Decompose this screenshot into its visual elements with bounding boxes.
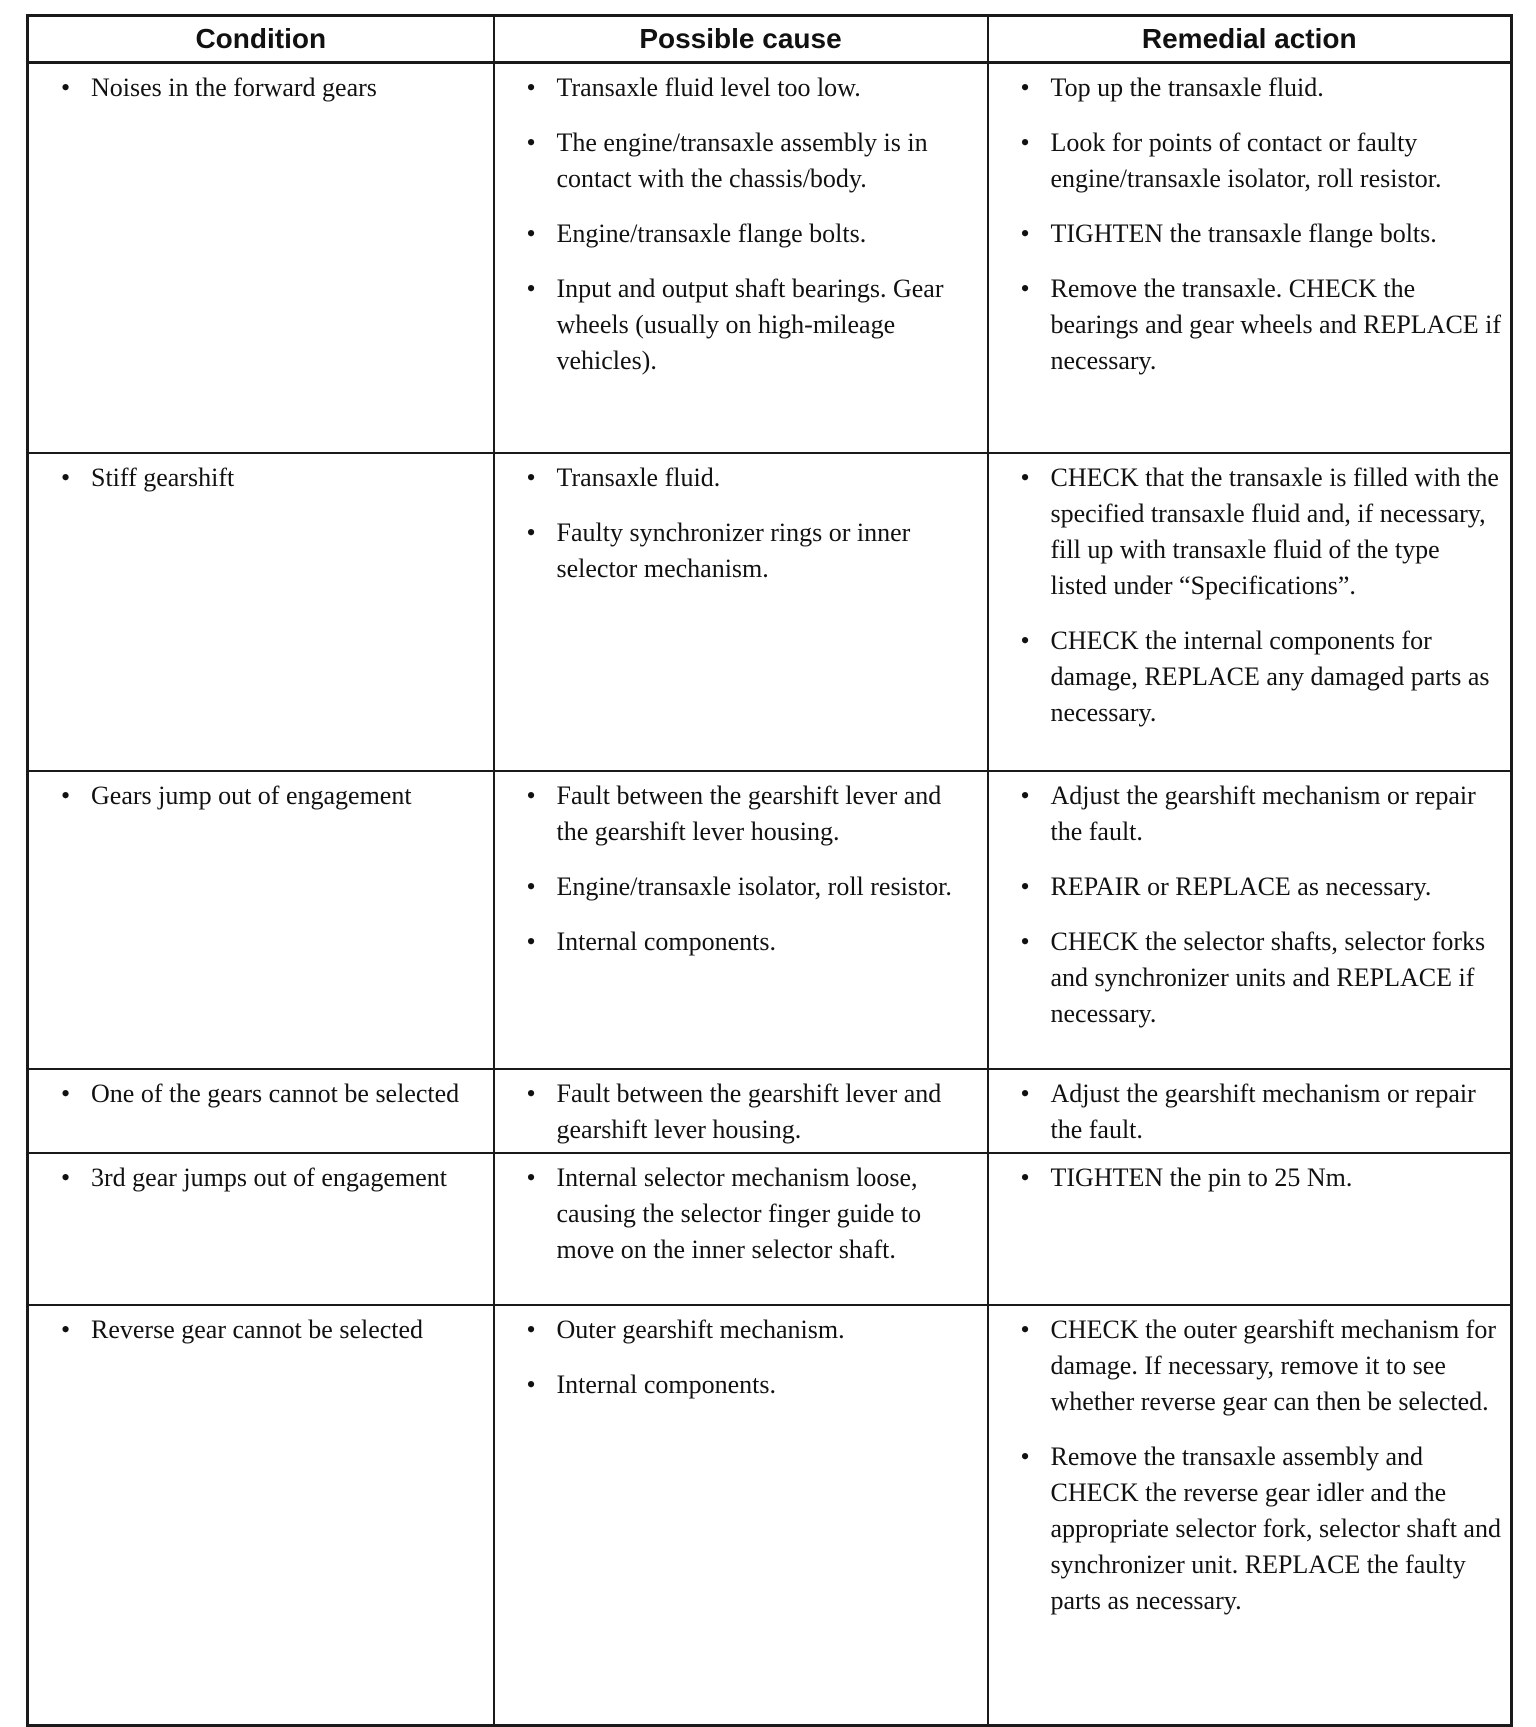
table-row bbox=[28, 1069, 1512, 1153]
list-item: • Stiff gearshift bbox=[61, 460, 485, 496]
cause-list bbox=[495, 1154, 987, 1272]
list-item: • CHECK the outer gearshift mechanism for damage. If necessary, remove it to see whether reverse gear can then be selected. bbox=[1021, 1312, 1503, 1420]
action-list bbox=[989, 772, 1511, 1036]
action-cell bbox=[988, 453, 1512, 771]
diagnosis-table bbox=[26, 14, 1513, 1727]
table-row bbox=[28, 1153, 1512, 1305]
action-list bbox=[989, 1070, 1511, 1152]
cause-cell bbox=[494, 453, 988, 771]
cause-list bbox=[495, 454, 987, 591]
action-list bbox=[989, 1306, 1511, 1623]
condition-list bbox=[29, 1070, 493, 1116]
list-item: • Faulty synchronizer rings or inner selector mechanism. bbox=[527, 515, 979, 587]
list-item: • Gears jump out of engagement bbox=[61, 778, 485, 814]
action-cell bbox=[988, 771, 1512, 1069]
list-item: • CHECK the selector shafts, selector forks and synchronizer units and REPLACE if necessary. bbox=[1021, 924, 1503, 1032]
list-item: • Look for points of contact or faulty engine/transaxle isolator, roll resistor. bbox=[1021, 125, 1503, 197]
condition-cell bbox=[28, 771, 494, 1069]
list-item: • Top up the transaxle fluid. bbox=[1021, 70, 1503, 106]
condition-cell bbox=[28, 1153, 494, 1305]
cause-list bbox=[495, 1306, 987, 1407]
cause-cell bbox=[494, 771, 988, 1069]
list-item: • Transaxle fluid level too low. bbox=[527, 70, 979, 106]
cause-list bbox=[495, 64, 987, 383]
action-list bbox=[989, 454, 1511, 735]
list-item: • TIGHTEN the pin to 25 Nm. bbox=[1021, 1160, 1503, 1196]
list-item: • TIGHTEN the transaxle flange bolts. bbox=[1021, 216, 1503, 252]
list-item: • Adjust the gearshift mechanism or repair the fault. bbox=[1021, 778, 1503, 850]
list-item: • Engine/transaxle isolator, roll resistor. bbox=[527, 869, 979, 905]
list-item: • Input and output shaft bearings. Gear wheels (usually on high-mileage vehicles). bbox=[527, 271, 979, 379]
cause-list bbox=[495, 772, 987, 964]
condition-cell bbox=[28, 453, 494, 771]
cause-cell bbox=[494, 1153, 988, 1305]
list-item: • Internal components. bbox=[527, 924, 979, 960]
table-row bbox=[28, 771, 1512, 1069]
table-row bbox=[28, 453, 1512, 771]
list-item: • Reverse gear cannot be selected bbox=[61, 1312, 485, 1348]
action-cell bbox=[988, 63, 1512, 454]
list-item: • Remove the transaxle assembly and CHECK the reverse gear idler and the appropriate selector fork, selector shaft and synchronizer unit. REPLACE the faulty parts as necessary. bbox=[1021, 1439, 1503, 1619]
list-item: • 3rd gear jumps out of engagement bbox=[61, 1160, 485, 1196]
action-cell bbox=[988, 1305, 1512, 1726]
list-item: • Adjust the gearshift mechanism or repair the fault. bbox=[1021, 1076, 1503, 1148]
list-item: • The engine/transaxle assembly is in contact with the chassis/body. bbox=[527, 125, 979, 197]
list-item: • CHECK that the transaxle is filled with the specified transaxle fluid and, if necessary, fill up with transaxle fluid of the type listed under “Specifications”. bbox=[1021, 460, 1503, 604]
header-remedial-action: Remedial action bbox=[988, 16, 1512, 63]
action-list bbox=[989, 64, 1511, 383]
header-possible-cause: Possible cause bbox=[494, 16, 988, 63]
cause-cell bbox=[494, 63, 988, 454]
table-row bbox=[28, 1305, 1512, 1726]
condition-cell bbox=[28, 1069, 494, 1153]
condition-list bbox=[29, 1306, 493, 1352]
list-item: • Transaxle fluid. bbox=[527, 460, 979, 496]
condition-cell bbox=[28, 1305, 494, 1726]
list-item: • REPAIR or REPLACE as necessary. bbox=[1021, 869, 1503, 905]
cause-cell bbox=[494, 1069, 988, 1153]
table-row bbox=[28, 63, 1512, 454]
action-list bbox=[989, 1154, 1511, 1200]
list-item: • Fault between the gearshift lever and gearshift lever housing. bbox=[527, 1076, 979, 1148]
condition-list bbox=[29, 64, 493, 110]
list-item: • Remove the transaxle. CHECK the bearings and gear wheels and REPLACE if necessary. bbox=[1021, 271, 1503, 379]
list-item: • One of the gears cannot be selected bbox=[61, 1076, 485, 1112]
action-cell bbox=[988, 1153, 1512, 1305]
list-item: • CHECK the internal components for damage, REPLACE any damaged parts as necessary. bbox=[1021, 623, 1503, 731]
condition-list bbox=[29, 772, 493, 818]
condition-cell bbox=[28, 63, 494, 454]
list-item: • Engine/transaxle flange bolts. bbox=[527, 216, 979, 252]
cause-cell bbox=[494, 1305, 988, 1726]
header-row bbox=[28, 16, 1512, 63]
action-cell bbox=[988, 1069, 1512, 1153]
list-item: • Internal components. bbox=[527, 1367, 979, 1403]
condition-list bbox=[29, 1154, 493, 1200]
list-item: • Noises in the forward gears bbox=[61, 70, 485, 106]
header-condition: Condition bbox=[28, 16, 494, 63]
list-item: • Internal selector mechanism loose, causing the selector finger guide to move on the inner selector shaft. bbox=[527, 1160, 979, 1268]
condition-list bbox=[29, 454, 493, 500]
list-item: • Outer gearshift mechanism. bbox=[527, 1312, 979, 1348]
list-item: • Fault between the gearshift lever and the gearshift lever housing. bbox=[527, 778, 979, 850]
cause-list bbox=[495, 1070, 987, 1152]
